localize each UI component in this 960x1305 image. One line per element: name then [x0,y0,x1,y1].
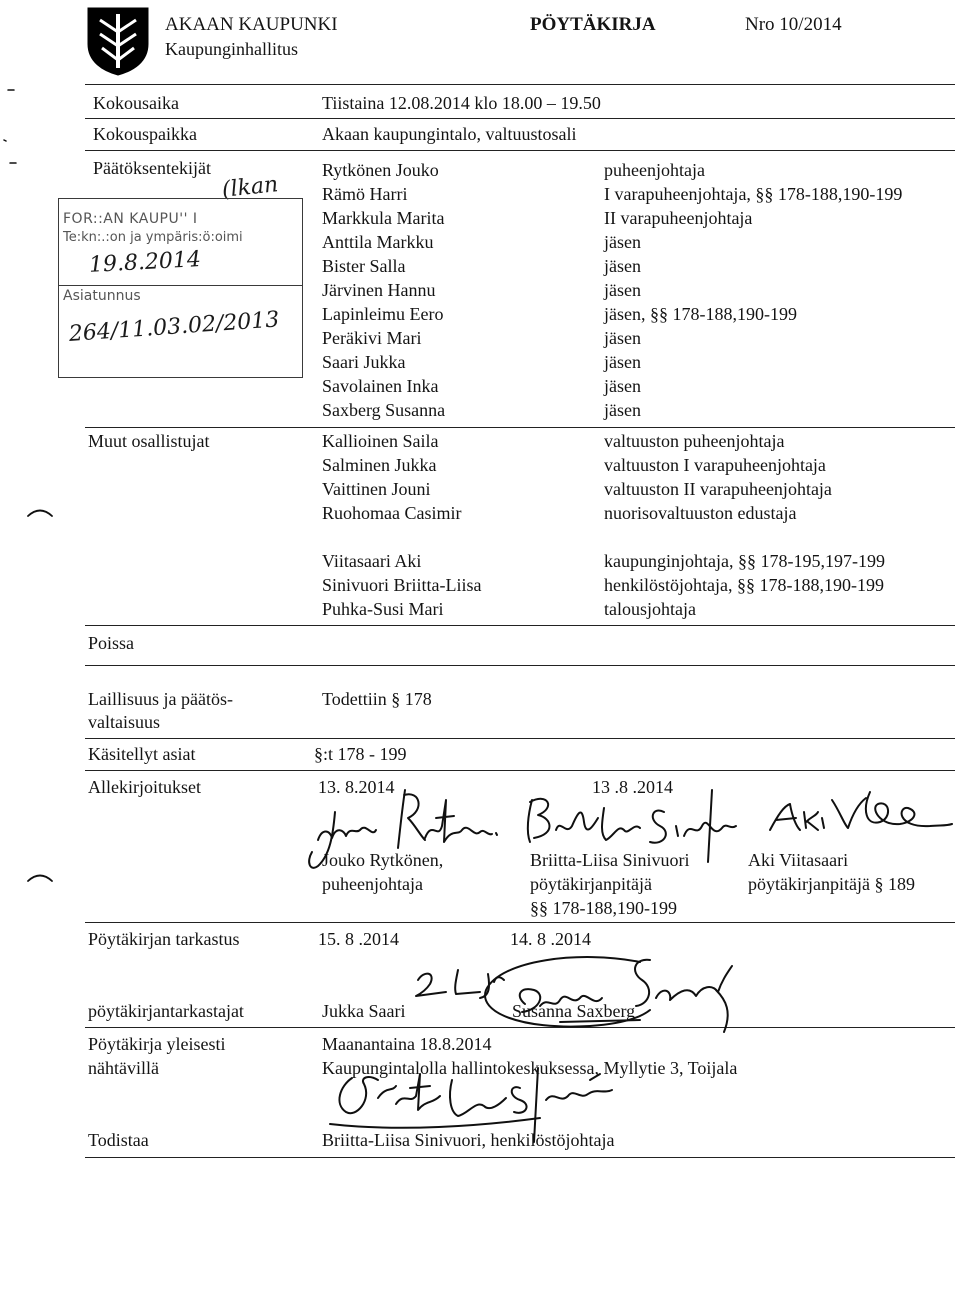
official-name: Puhka-Susi Mari [322,599,444,619]
others-label: Muut osallistujat [88,431,210,451]
official-name: Sinivuori Briitta-Liisa [322,575,482,595]
signature-stroke [398,790,425,848]
member-role: II varapuheenjohtaja [604,208,753,228]
reviewers-label: pöytäkirjantarkastajat [88,1001,244,1021]
signature-stroke [770,804,800,830]
handwritten-note: (lkan [220,172,280,203]
member-name: Rämö Harri [322,184,408,204]
rule [85,150,955,151]
official-name: Viitasaari Aki [322,551,422,571]
rule [85,1027,955,1028]
signer-note: §§ 178-188,190-199 [530,898,677,918]
stamp-department: Te:kn:.:on ja ympäris:ö:oimi [63,230,243,245]
public-date: Maanantaina 18.8.2014 [322,1034,492,1054]
handled-value: §:t 178 - 199 [314,744,407,764]
signature-stroke [866,792,952,826]
member-role: jäsen [604,232,641,252]
official-role: henkilöstöjohtaja, §§ 178-188,190-199 [604,575,884,595]
meeting-time-label: Kokousaika [93,93,179,113]
reviewer-name: Jukka Saari [322,1001,406,1021]
participant-name: Salminen Jukka [322,455,437,475]
meeting-place-label: Kokouspaikka [93,124,197,144]
rule [85,922,955,923]
signing-date-left: 13. 8.2014 [318,777,395,797]
member-name: Markkula Marita [322,208,445,228]
signer-role: pöytäkirjanpitäjä § 189 [748,874,915,894]
member-role: puheenjohtaja [604,160,705,180]
member-name: Peräkivi Mari [322,328,422,348]
decision-makers-label: Päätöksentekijät [93,158,211,178]
stamp-divider [59,285,302,286]
member-role: jäsen [604,256,641,276]
member-role: jäsen [604,280,641,300]
scan-mark [4,90,16,163]
document-number: Nro 10/2014 [745,14,842,35]
signature-stroke [804,812,824,830]
review-date-right: 14. 8 .2014 [510,929,591,949]
member-role: jäsen [604,328,641,348]
official-role: talousjohtaja [604,599,696,619]
rule [85,770,955,771]
signature-stroke [330,1118,540,1128]
member-role: jäsen, §§ 178-188,190-199 [604,304,797,324]
rule [85,1157,955,1158]
signature-stroke [416,974,446,996]
member-name: Saari Jukka [322,352,406,372]
stamp-ref-label: Asiatunnus [63,288,141,304]
coat-of-arms-logo [86,6,150,76]
signer-name: Jouko Rytkönen, [322,850,444,870]
signature-stroke [378,1074,440,1110]
legality-label-line2: valtaisuus [88,712,160,732]
signer-name: Aki Viitasaari [748,850,849,870]
member-row [0,400,960,420]
certify-label: Todistaa [88,1130,149,1150]
rule [85,665,955,666]
absent-label: Poissa [88,633,135,653]
official-row [0,551,960,571]
member-name: Bister Salla [322,256,406,276]
public-label-line2: nähtävillä [88,1058,159,1078]
document-type: PÖYTÄKIRJA [530,14,656,35]
signature-stroke [650,811,678,843]
legality-label-line1: Laillisuus ja päätös- [88,689,233,709]
signature-stroke [602,808,640,840]
registry-stamp [58,198,303,378]
meeting-place: Akaan kaupungintalo, valtuustosali [322,124,577,144]
signer-name: Briitta-Liisa Sinivuori [530,850,690,870]
member-role: I varapuheenjohtaja, §§ 178-188,190-199 [604,184,903,204]
participant-role: valtuuston II varapuheenjohtaja [604,479,832,499]
member-name: Järvinen Hannu [322,280,436,300]
member-role: jäsen [604,376,641,396]
signature-stroke [496,833,497,835]
participant-name: Ruohomaa Casimir [322,503,462,523]
rule [85,84,955,85]
signature-viitasaari [770,792,952,830]
review-date-left: 15. 8 .2014 [318,929,399,949]
public-location: Kaupungintalolla hallintokeskuksessa, Myllytie 3, Toijala [322,1058,738,1078]
signer-role: pöytäkirjanpitäjä [530,874,652,894]
certify-value: Briitta-Liisa Sinivuori, henkilöstöjohtaja [322,1130,615,1150]
signature-stroke [528,799,550,842]
signing-date-right: 13 .8 .2014 [592,777,673,797]
review-label: Pöytäkirjan tarkastus [88,929,240,949]
legality-value: Todettiin § 178 [322,689,432,709]
participant-role: valtuuston I varapuheenjohtaja [604,455,826,475]
rule [85,427,955,428]
participant-name: Vaittinen Jouni [322,479,431,499]
signature-stroke [318,828,376,840]
member-role: jäsen [604,352,641,372]
participant-row [0,455,960,475]
member-role: jäsen [604,400,641,420]
rule [85,118,955,119]
rule [85,625,955,626]
official-role: kaupunginjohtaja, §§ 178-195,197-199 [604,551,885,571]
stamp-ref-number: 264/11.03.02/2013 [68,307,281,347]
member-name: Savolainen Inka [322,376,439,396]
signature-stroke [480,974,504,998]
participant-role: nuorisovaltuuston edustaja [604,503,797,523]
signature-stroke [339,1077,378,1113]
rule [85,738,955,739]
signature-stroke [450,1080,506,1116]
participant-name: Kallioinen Saila [322,431,439,451]
member-name: Rytkönen Jouko [322,160,439,180]
member-name: Lapinleimu Eero [322,304,444,324]
body-name: Kaupunginhallitus [165,39,298,59]
reviewer-name: Susanna Saxberg [512,1001,636,1021]
signature-stroke [635,960,650,1006]
public-label-line1: Pöytäkirja yleisesti [88,1034,226,1054]
handled-label: Käsitellyt asiat [88,744,196,764]
participant-row [0,431,960,451]
participant-row [0,503,960,523]
org-name: AKAAN KAUPUNKI [165,14,338,35]
official-row [0,575,960,595]
signature-saari [416,970,504,998]
signatures-label: Allekirjoitukset [88,777,201,797]
signer-role: puheenjohtaja [322,874,423,894]
signature-stroke [684,790,736,862]
member-row [0,376,960,396]
signature-stroke [560,966,732,1032]
signature-stroke [832,798,866,828]
member-name: Anttila Markku [322,232,434,252]
signature-stroke [455,970,480,994]
signature-stroke [425,800,492,842]
official-row [0,599,960,619]
signature-stroke [556,812,598,830]
member-name: Saxberg Susanna [322,400,446,420]
member-row [0,160,960,180]
stamp-organisation: FOR::AN KAUPU'' I [63,211,198,227]
meeting-time: Tiistaina 12.08.2014 klo 18.00 – 19.50 [322,93,601,113]
stamp-date: 19.8.2014 [88,247,202,278]
participant-role: valtuuston puheenjohtaja [604,431,785,451]
participant-row [0,479,960,499]
scan-mark [28,876,52,882]
